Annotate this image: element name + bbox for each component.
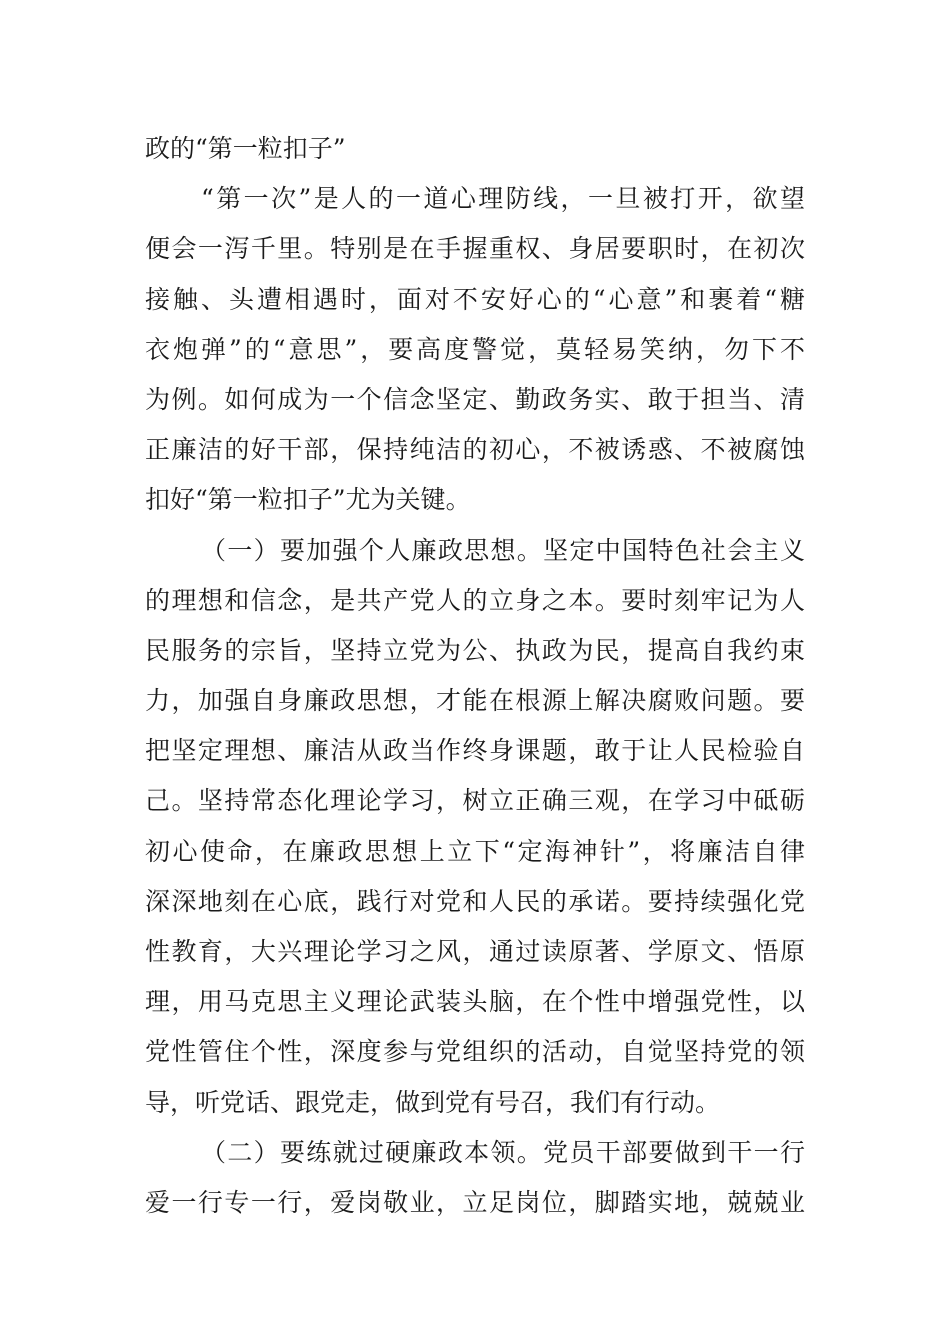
text-line: 正廉洁的好干部，保持纯洁的初心，不被诱惑、不被腐蚀 bbox=[145, 435, 805, 465]
text-line: 深深地刻在心底，践行对党和人民的承诺。要持续强化党 bbox=[145, 886, 805, 916]
text-line: （一）要加强个人廉政思想。坚定中国特色社会主义 bbox=[201, 535, 805, 565]
text-line: 把坚定理想、廉洁从政当作终身课题，敢于让人民检验自 bbox=[145, 736, 805, 766]
text-line: 导，听党话、跟党走，做到党有号召，我们有行动。 bbox=[145, 1087, 721, 1117]
text-line: 接触、头遭相遇时，面对不安好心的“心意”和裹着“糖 bbox=[145, 284, 805, 314]
text-line: 初心使命，在廉政思想上立下“定海神针”，将廉洁自律 bbox=[145, 836, 805, 866]
text-line: 力，加强自身廉政思想，才能在根源上解决腐败问题。要 bbox=[145, 686, 805, 716]
text-line: 为例。如何成为一个信念坚定、勤政务实、敢于担当、清 bbox=[145, 384, 805, 414]
text-line: 便会一泻千里。特别是在手握重权、身居要职时，在初次 bbox=[145, 234, 805, 264]
body-text bbox=[145, 124, 805, 1228]
text-line: 党性管住个性，深度参与党组织的活动，自觉坚持党的领 bbox=[145, 1037, 805, 1067]
text-line: 的理想和信念，是共产党人的立身之本。要时刻牢记为人 bbox=[145, 585, 805, 615]
text-line: 理，用马克思主义理论武装头脑，在个性中增强党性，以 bbox=[145, 987, 805, 1017]
text-line: “第一次”是人的一道心理防线，一旦被打开，欲望 bbox=[201, 184, 805, 214]
text-line: 政的“第一粒扣子” bbox=[145, 134, 346, 163]
text-line: 爱一行专一行，爱岗敬业，立足岗位，脚踏实地，兢兢业 bbox=[145, 1187, 805, 1217]
text-line: 民服务的宗旨，坚持立党为公、执政为民，提高自我约束 bbox=[145, 635, 805, 665]
text-line: 性教育，大兴理论学习之风，通过读原著、学原文、悟原 bbox=[145, 937, 805, 966]
text-line: 己。坚持常态化理论学习，树立正确三观，在学习中砥砺 bbox=[145, 786, 805, 816]
text-line: 衣炮弹”的“意思”，要高度警觉，莫轻易笑纳，勿下不 bbox=[145, 334, 805, 364]
text-line: （二）要练就过硬廉政本领。党员干部要做到干一行 bbox=[201, 1137, 805, 1167]
text-line: 扣好“第一粒扣子”尤为关键。 bbox=[145, 485, 471, 515]
